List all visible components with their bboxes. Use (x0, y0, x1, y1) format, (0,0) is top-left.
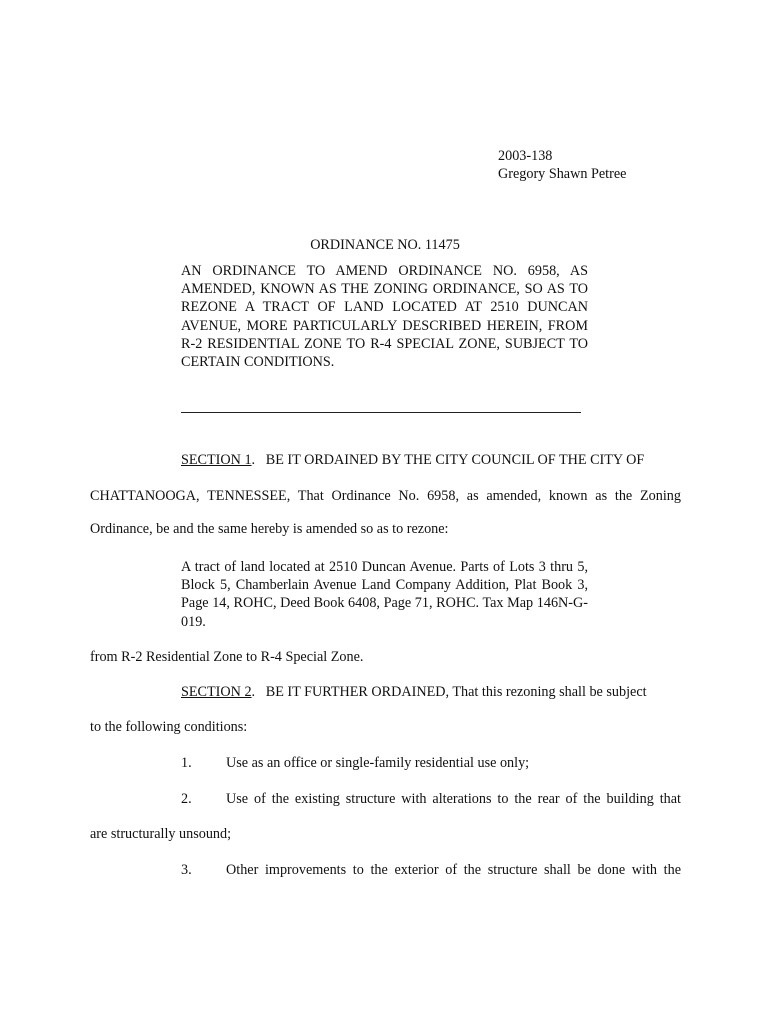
caption-divider (181, 412, 581, 413)
ordinance-title: ORDINANCE NO. 11475 (310, 237, 460, 253)
condition-3-text: Other improvements to the exterior of the structure shall be done with the (226, 862, 681, 878)
ordinance-title-row (0, 237, 770, 254)
condition-2-continuation: are structurally unsound; (90, 826, 232, 842)
ordinance-caption: AN ORDINANCE TO AMEND ORDINANCE NO. 6958, AS AMENDED, KNOWN AS THE ZONING ORDINANCE, SO AS TO REZONE A TRACT OF LAND LOCATED AT 2510 DUNCAN AVENUE, MORE PARTICULARLY DESCRIBED HEREIN, FROM R-2 RESIDENTIAL ZONE TO R-4 SPECIAL ZONE, SUBJECT TO CERTAIN CONDITIONS. (181, 263, 588, 371)
case-header (498, 147, 626, 183)
condition-1-number: 1. (181, 755, 192, 771)
section2-line1-text: . BE IT FURTHER ORDAINED, That this rezoning shall be subject (251, 684, 647, 700)
condition-3-number: 3. (181, 862, 192, 878)
section2-label: SECTION 2 (181, 684, 252, 700)
section2-line1 (181, 684, 681, 701)
condition-2-text: Use of the existing structure with alterations to the rear of the building that (226, 791, 681, 807)
section1-line1 (181, 452, 681, 469)
section1-line2: CHATTANOOGA, TENNESSEE, That Ordinance No. 6958, as amended, known as the Zoning (90, 488, 681, 504)
case-number: 2003-138 (498, 148, 553, 164)
section1-label: SECTION 1 (181, 452, 252, 468)
tract-description: A tract of land located at 2510 Duncan Avenue. Parts of Lots 3 thru 5, Block 5, Chamberlain Avenue Land Company Addition, Plat Book 3, Page 14, ROHC, Deed Book 6408, Page 71, ROHC. Tax Map 146N-G-019. (181, 559, 588, 630)
section1-line3: Ordinance, be and the same hereby is amended so as to rezone: (90, 521, 449, 537)
condition-2-number: 2. (181, 791, 192, 807)
section2-line2: to the following conditions: (90, 719, 248, 735)
applicant-name: Gregory Shawn Petree (498, 166, 627, 182)
section1-line1-text: . BE IT ORDAINED BY THE CITY COUNCIL OF THE CITY OF (251, 452, 645, 468)
rezone-from-line: from R-2 Residential Zone to R-4 Special Zone. (90, 649, 364, 665)
condition-1-text: Use as an office or single-family residential use only; (226, 755, 530, 771)
